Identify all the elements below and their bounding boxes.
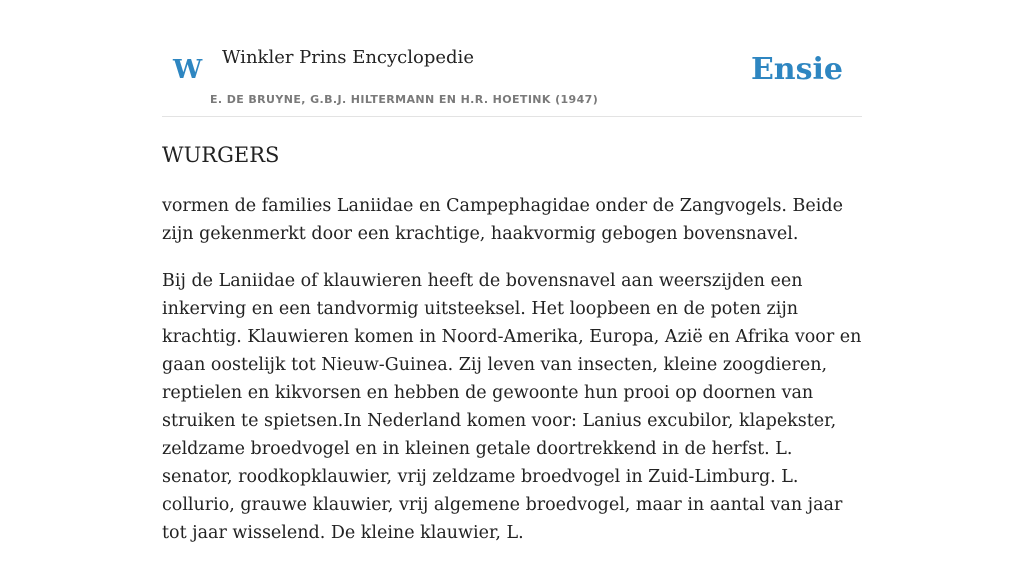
- article-body: [162, 192, 862, 566]
- article-paragraph: vormen de families Laniidae en Campephagidae onder de Zangvogels. Beide zijn gekenmerkt door een krachtige, haakvormig gebogen bovensnavel.: [162, 196, 843, 244]
- encyclopedia-authors: E. DE BRUYNE, G.B.J. HILTERMANN EN H.R. HOETINK (1947): [210, 93, 599, 106]
- encyclopedia-title[interactable]: Winkler Prins Encyclopedie: [222, 47, 474, 68]
- ensie-brand-logo[interactable]: Ensie: [750, 52, 843, 87]
- article-title: WURGERS: [162, 143, 280, 167]
- article-paragraph: Bij de Laniidae of klauwieren heeft de bovensnavel aan weerszijden een inkerving en een tandvormig uitsteeksel. Het loopbeen en de poten zijn krachtig. Klauwieren komen in Noord-Amerika, Europa, Azië en Afrika voor en gaan oostelijk tot Nieuw-Guinea. Zij leven van insecten, kleine zoogdieren, reptielen en kikvorsen en hebben de gewoonte hun prooi op doornen van struiken te spietsen.In Nederland komen voor: Lanius excubilor, klapekster, zeldzame broedvogel en in kleinen getale doortrekkend in de herfst. L. senator, roodkopklauwier, vrij zeldzame broedvogel in Zuid-Limburg. L. collurio, grauwe klauwier, vrij algemene broedvogel, maar in aantal van jaar tot jaar wisselend. De kleine klauwier, L.: [162, 271, 862, 543]
- encyclopedia-logo[interactable]: W: [173, 55, 203, 85]
- site-header: [162, 40, 862, 117]
